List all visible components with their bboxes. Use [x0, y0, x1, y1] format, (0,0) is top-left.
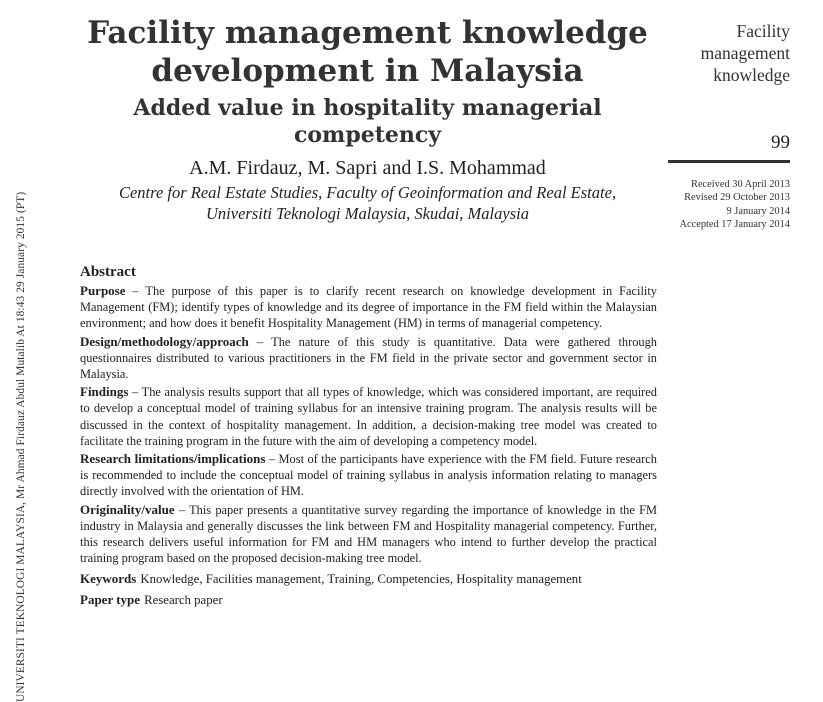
abstract-originality — [80, 502, 657, 567]
abstract-section — [80, 262, 657, 609]
page-number-rule — [668, 160, 790, 163]
abstract-limitations — [80, 451, 657, 500]
running-head-line-3: knowledge — [713, 65, 790, 85]
affiliation-line-1: Centre for Real Estate Studies, Faculty of Geoinformation and Real Estate, — [118, 183, 617, 202]
design-text: – The nature of this study is quantitative. Data were gathered through questionnaires distributed to various practitioners in the FM field in the private sector and government sector in Malaysia. — [80, 334, 657, 382]
originality-text: – This paper presents a quantitative survey regarding the importance of knowledge in the FM industry in Malaysia and generally discusses the link between FM and Hospitality managerial competency. Further, this research delivers useful information for FM and HM managers who intend to further develop the practical training program based on the proposed decision-making tree model. — [80, 502, 657, 566]
abstract-design — [80, 334, 657, 383]
page-number: 99 — [771, 132, 790, 153]
title-line-2: development in Malaysia — [151, 53, 584, 89]
limitations-label: Research limitations/implications — [80, 451, 266, 467]
revised-date-2: 9 January 2014 — [726, 205, 790, 217]
article-history — [640, 178, 790, 231]
findings-text: – The analysis results support that all types of knowledge, which was considered important, are required to develop a conceptual model of training syllabus for an intensive training program. The analysis results will be discussed in the context of hospitality management. In addition, a decision-making tree model was created to facilitate the training program in the future with the aim of developing a competency model. — [80, 385, 657, 448]
received-date: Received 30 April 2013 — [691, 179, 790, 190]
design-label: Design/methodology/approach — [80, 333, 249, 349]
paper-title — [70, 14, 665, 90]
originality-label: Originality/value — [80, 501, 175, 517]
paper-subtitle — [70, 95, 665, 149]
title-line-1: Facility management knowledge — [87, 15, 648, 51]
keywords-text: Knowledge, Facilities management, Training, Competencies, Hospitality management — [140, 572, 582, 587]
abstract-purpose — [80, 283, 657, 332]
purpose-label: Purpose — [80, 283, 126, 298]
revised-date: Revised 29 October 2013 — [684, 192, 790, 204]
abstract-findings — [80, 384, 657, 449]
running-head — [640, 20, 790, 86]
paper-type — [80, 591, 657, 609]
paper-type-label: Paper type — [80, 592, 141, 608]
keywords — [80, 570, 657, 588]
affiliation-line-2: Universiti Teknologi Malaysia, Skudai, Malaysia — [206, 204, 529, 223]
limitations-text: – Most of the participants have experience with the FM field. Future research is recommended to include the conceptual model of training syllabus in analysis information relating to managers directly involved with the orientation of HM. — [80, 452, 657, 499]
running-head-line-2: management — [700, 43, 790, 63]
findings-label: Findings — [80, 384, 129, 400]
running-head-line-1: Facility — [736, 21, 790, 41]
author-list: A.M. Firdauz, M. Sapri and I.S. Mohammad — [189, 157, 546, 179]
accepted-date: Accepted 17 January 2014 — [679, 218, 790, 230]
purpose-text: – The purpose of this paper is to clarify recent research on knowledge development in Facility Management (FM); identify types of knowledge and its degree of importance in the FM field within the Malaysian environment; and how does it benefit Hospitality Management (HM) in terms of managerial competency. — [80, 284, 657, 331]
subtitle-line-2: competency — [293, 122, 442, 148]
download-watermark: UNIVERSITI TEKNOLOGI MALAYSIA, Mr Ahmad Firdauz Abdul Mutalib At 18:43 29 January 2015 (PT) — [15, 191, 27, 702]
keywords-label: Keywords — [80, 571, 137, 587]
paper-type-text: Research paper — [144, 593, 223, 608]
abstract-heading: Abstract — [80, 264, 136, 280]
author-affiliation — [70, 182, 665, 224]
subtitle-line-1: Added value in hospitality managerial — [133, 95, 602, 121]
